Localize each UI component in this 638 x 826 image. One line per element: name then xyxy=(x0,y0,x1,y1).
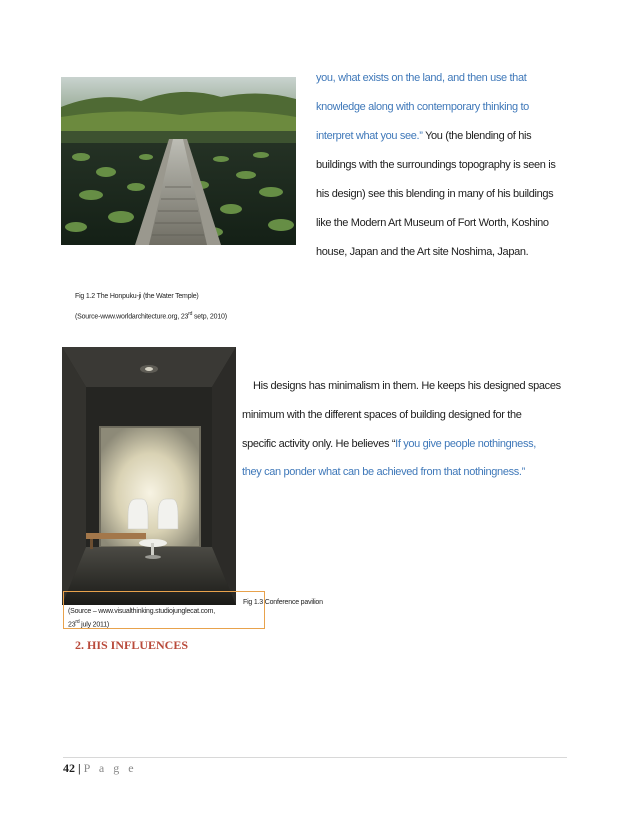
page-label: P a g e xyxy=(83,761,137,775)
body-line xyxy=(242,438,536,450)
footer-separator: | xyxy=(78,761,81,775)
footer-divider xyxy=(63,757,567,758)
body-line xyxy=(316,130,531,142)
figure-source xyxy=(75,311,227,320)
figure-source xyxy=(68,619,109,628)
body-line: they can ponder what can be achieved from that nothingness.” xyxy=(242,466,525,478)
water-temple-photo xyxy=(61,77,296,245)
source-text: (Source-www.worldarchitecture.org, 23 xyxy=(75,313,189,321)
source-text: 23 xyxy=(68,621,76,629)
body-line: his design) see this blending in many of his buildings xyxy=(316,188,554,200)
figure-source: (Source – www.visualthinking.studiojunglecat.com, xyxy=(68,608,215,615)
ordinal-suffix: rd xyxy=(75,619,80,625)
source-text: setp, 2010) xyxy=(192,313,227,321)
body-line: house, Japan and the Art site Noshima, Japan. xyxy=(316,246,529,258)
ordinal-suffix: rd xyxy=(188,311,193,317)
quote-fragment: interpret what you see.” xyxy=(316,130,426,142)
body-line: minimum with the different spaces of building designed for the xyxy=(242,409,522,421)
body-line: like the Modern Art Museum of Fort Worth, Koshino xyxy=(316,217,549,229)
page-footer xyxy=(63,761,137,776)
quote-fragment: If you give people nothingness, xyxy=(395,438,536,450)
body-line: His designs has minimalism in them. He keeps his designed spaces xyxy=(253,380,561,392)
body-fragment: You (the blending of his xyxy=(425,130,532,142)
body-line: you, what exists on the land, and then use that xyxy=(316,72,527,84)
body-fragment: specific activity only. He believes “ xyxy=(242,438,396,450)
figure-caption: Fig 1.2 The Honpuku-ji (the Water Temple) xyxy=(75,293,199,300)
section-heading: 2. HIS INFLUENCES xyxy=(75,638,189,652)
body-line: knowledge along with contemporary thinking to xyxy=(316,101,529,113)
figure-caption: Fig 1.3 Conference pavilion xyxy=(243,599,323,606)
page-number: 42 xyxy=(63,761,75,775)
source-text: july 2011) xyxy=(79,621,110,629)
body-line: buildings with the surroundings topography is seen is xyxy=(316,159,556,171)
conference-pavilion-photo xyxy=(62,347,236,605)
